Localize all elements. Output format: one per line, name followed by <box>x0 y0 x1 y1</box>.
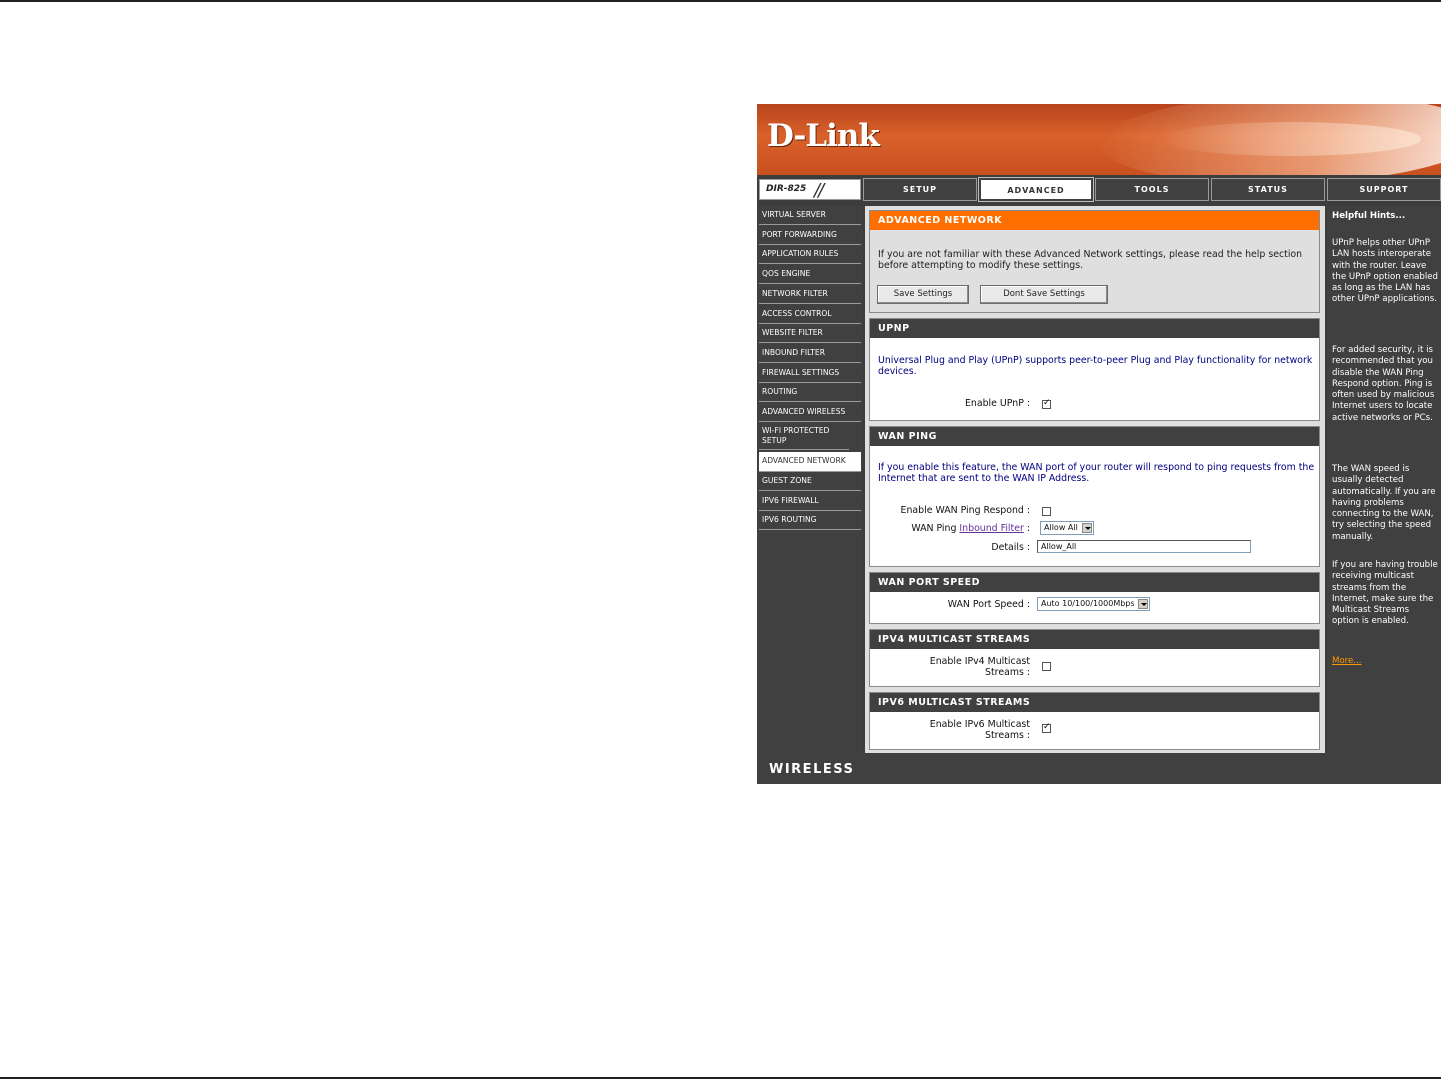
section-title-ipv6-multicast: IPV6 MULTICAST STREAMS <box>870 693 1319 712</box>
sidebar-item-website-filter[interactable]: WEBSITE FILTER <box>759 324 861 343</box>
inbound-filter-link[interactable]: Inbound Filter <box>959 523 1024 534</box>
ipv6-multicast-section <box>869 692 1320 750</box>
page-top-rule <box>0 0 1441 2</box>
sidebar-item-application-rules[interactable]: APPLICATION RULES <box>759 245 861 264</box>
sidebar-item-port-forwarding[interactable]: PORT FORWARDING <box>759 226 861 245</box>
ipv6-multicast-label-line1: Enable IPv6 Multicast <box>929 719 1030 730</box>
chevron-down-icon <box>1082 523 1092 533</box>
wan-ping-filter-label <box>878 523 1030 534</box>
ipv4-multicast-label <box>878 656 1030 678</box>
wan-ping-description: If you enable this feature, the WAN port of your router will respond to ping requests from the Internet that are sent to the WAN IP Address. <box>878 462 1315 484</box>
sidebar-item-inbound-filter[interactable]: INBOUND FILTER <box>759 344 861 363</box>
sidebar-item-firewall-settings[interactable]: FIREWALL SETTINGS <box>759 364 861 383</box>
wan-ping-filter-label-text: WAN Ping <box>911 523 957 534</box>
dlink-banner <box>757 104 1441 175</box>
sidebar-item-advanced-network[interactable]: ADVANCED NETWORK <box>759 452 861 472</box>
hints-more-link[interactable]: More... <box>1332 656 1362 666</box>
ipv4-multicast-checkbox[interactable] <box>1042 662 1051 671</box>
advanced-network-section <box>869 210 1320 313</box>
wan-ping-respond-label: Enable WAN Ping Respond : <box>900 505 1030 516</box>
advanced-network-intro-text: If you are not familiar with these Advanced Network settings, please read the help section before attempting to modify these settings. <box>878 249 1303 271</box>
footer-bar <box>757 753 1441 784</box>
enable-upnp-checkbox[interactable] <box>1042 400 1051 409</box>
wan-port-speed-value: Auto 10/100/1000Mbps <box>1041 599 1135 608</box>
wan-ping-filter-select[interactable] <box>1040 521 1094 535</box>
ipv4-multicast-label-line2: Streams : <box>985 667 1030 678</box>
router-admin-screenshot <box>757 104 1441 784</box>
tab-setup[interactable]: SETUP <box>863 178 977 201</box>
wan-port-speed-section <box>869 572 1320 624</box>
hint-upnp: UPnP helps other UPnP LAN hosts interoperate with the router. Leave the UPnP option enabled as long as the LAN has other UPnP applications. <box>1332 238 1439 305</box>
dont-save-settings-button[interactable]: Dont Save Settings <box>980 285 1108 304</box>
banner-swoosh-highlight <box>1161 122 1421 156</box>
section-title-wan-port-speed: WAN PORT SPEED <box>870 573 1319 592</box>
save-settings-button[interactable]: Save Settings <box>877 285 969 304</box>
hint-multicast: If you are having trouble receiving multicast streams from the Internet, make sure the Multicast Streams option is enabled. <box>1332 560 1438 627</box>
upnp-description: Universal Plug and Play (UPnP) supports peer-to-peer Plug and Play functionality for network devices. <box>878 355 1313 377</box>
wan-ping-filter-value: Allow All <box>1044 523 1078 532</box>
chevron-down-icon <box>1138 599 1148 609</box>
hints-title: Helpful Hints... <box>1332 211 1406 221</box>
main-content <box>865 206 1325 753</box>
dlink-logo: D-Link <box>767 118 879 154</box>
sidebar-item-access-control[interactable]: ACCESS CONTROL <box>759 305 861 324</box>
tab-tools[interactable]: TOOLS <box>1095 178 1209 201</box>
sidebar-item-wifi-protected-setup[interactable]: WI-FI PROTECTED SETUP <box>759 423 849 450</box>
tab-advanced[interactable]: ADVANCED <box>979 178 1093 201</box>
sidebar-item-virtual-server[interactable]: VIRTUAL SERVER <box>759 206 861 225</box>
section-title-advanced-network: ADVANCED NETWORK <box>870 211 1319 230</box>
sidebar-item-qos-engine[interactable]: QOS ENGINE <box>759 265 861 284</box>
model-slash-icon: // <box>814 180 823 201</box>
top-tab-bar <box>757 177 1441 202</box>
sidebar-item-routing[interactable]: ROUTING <box>759 383 861 402</box>
footer-wireless-label: WIRELESS <box>769 762 855 777</box>
model-badge <box>759 179 861 200</box>
enable-upnp-label: Enable UPnP : <box>965 398 1030 409</box>
section-title-ipv4-multicast: IPV4 MULTICAST STREAMS <box>870 630 1319 649</box>
details-label: Details : <box>991 542 1030 553</box>
wan-port-speed-label: WAN Port Speed : <box>947 599 1030 610</box>
ipv6-multicast-label-line2: Streams : <box>985 730 1030 741</box>
hint-wan-speed: The WAN speed is usually detected automatically. If you are having problems connecting to the WAN, try selecting the speed manually. <box>1332 464 1436 542</box>
ipv6-multicast-label <box>878 719 1030 741</box>
wan-ping-section <box>869 426 1320 567</box>
tab-status[interactable]: STATUS <box>1211 178 1325 201</box>
ipv4-multicast-section <box>869 629 1320 687</box>
wan-port-speed-select[interactable] <box>1037 597 1150 611</box>
sidebar-item-ipv6-routing[interactable]: IPV6 ROUTING <box>759 511 861 530</box>
sidebar <box>757 206 863 753</box>
wan-ping-respond-checkbox[interactable] <box>1042 507 1051 516</box>
sidebar-item-guest-zone[interactable]: GUEST ZONE <box>759 472 861 491</box>
sidebar-item-network-filter[interactable]: NETWORK FILTER <box>759 285 861 304</box>
tab-support[interactable]: SUPPORT <box>1327 178 1441 201</box>
page-bottom-rule <box>0 1077 1441 1079</box>
details-field[interactable]: Allow_All <box>1037 540 1251 553</box>
helpful-hints-panel <box>1327 206 1441 753</box>
ipv6-multicast-checkbox[interactable] <box>1042 724 1051 733</box>
model-label: DIR-825 <box>766 184 807 194</box>
ipv4-multicast-label-line1: Enable IPv4 Multicast <box>929 656 1030 667</box>
section-title-wan-ping: WAN PING <box>870 427 1319 446</box>
section-title-upnp: UPNP <box>870 319 1319 338</box>
hint-wan-ping: For added security, it is recommended that you disable the WAN Ping Respond option. Ping is often used by malicious Internet users to locate active networks or PCs. <box>1332 345 1435 423</box>
sidebar-item-ipv6-firewall[interactable]: IPV6 FIREWALL <box>759 492 861 511</box>
wan-ping-filter-colon: : <box>1026 523 1030 534</box>
upnp-section <box>869 318 1320 421</box>
sidebar-item-advanced-wireless[interactable]: ADVANCED WIRELESS <box>759 403 861 422</box>
